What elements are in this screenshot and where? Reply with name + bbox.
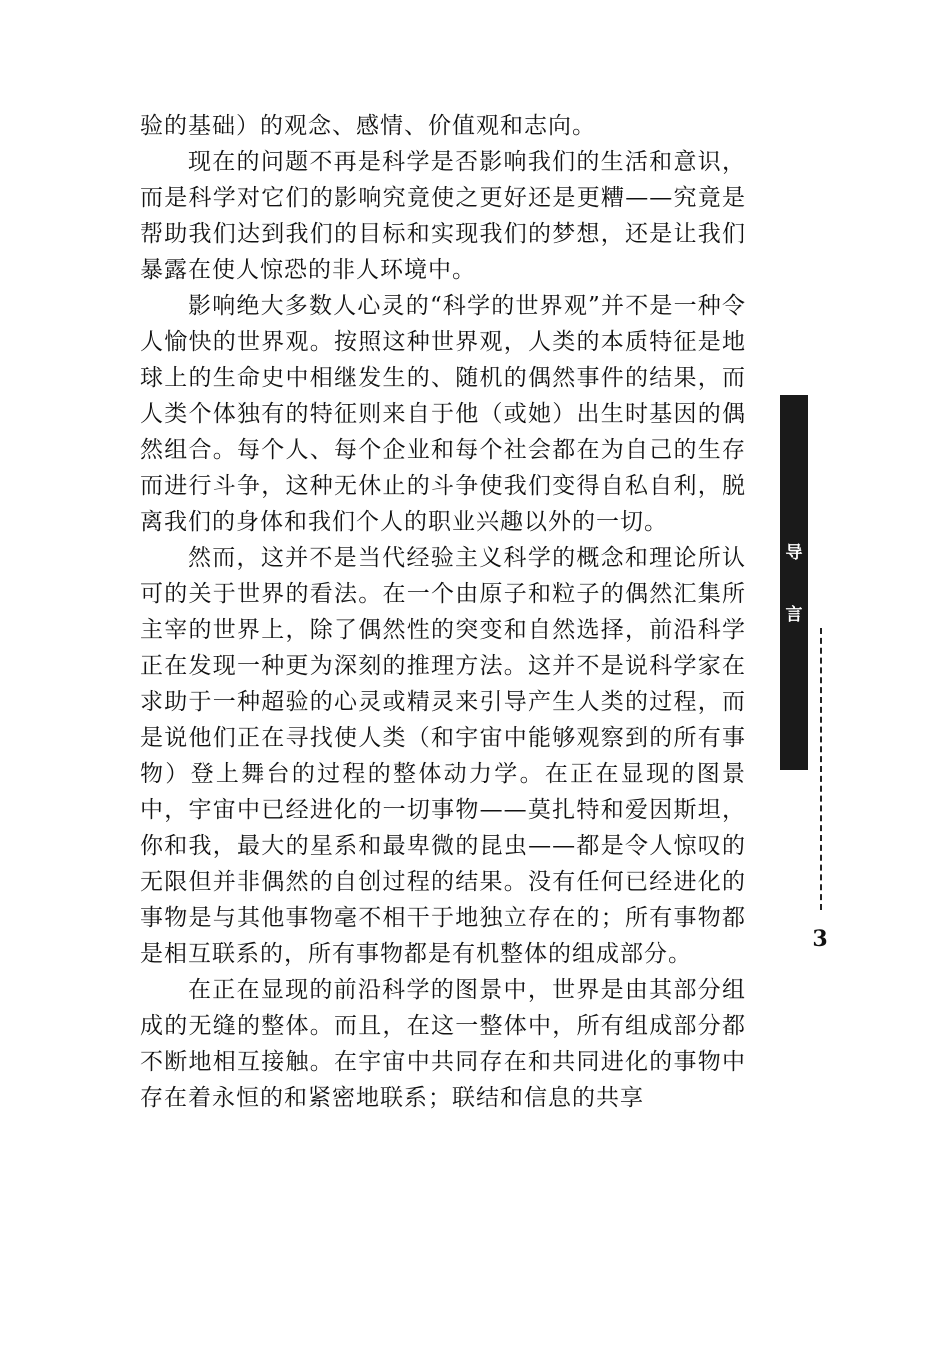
page-edge-line [820,628,822,910]
paragraph-continued: 验的基础）的观念、感情、价值观和志向。 [140,113,596,139]
page-number: 3 [812,926,828,952]
chapter-tab [780,395,808,770]
body-text [140,108,746,1116]
chapter-tab-char: 言 [785,605,803,625]
paragraph: 然而，这并不是当代经验主义科学的概念和理论所认可的关于世界的看法。在一个由原子和粒子的偶然汇集所主宰的世界上，除了偶然性的突变和自然选择，前沿科学正在发现一种更为深刻的推理方法。这并不是说科学家在求助于一种超验的心灵或精灵来引导产生人类的过程，而是说他们正在寻找使人类（和宇宙中能够观察到的所有事物）登上舞台的过程的整体动力学。在正在显现的图景中，宇宙中已经进化的一切事物——莫扎特和爱因斯坦，你和我，最大的星系和最卑微的昆虫——都是令人惊叹的无限但并非偶然的自创过程的结果。没有任何已经进化的事物是与其他事物毫不相干于地独立存在的；所有事物都是相互联系的，所有事物都是有机整体的组成部分。 [140,545,746,967]
paragraph: 影响绝大多数人心灵的“科学的世界观”并不是一种令人愉快的世界观。按照这种世界观，人类的本质特征是地球上的生命史中相继发生的、随机的偶然事件的结果，而人类个体独有的特征则来自于他（或她）出生时基因的偶然组合。每个人、每个企业和每个社会都在为自己的生存而进行斗争，这种无休止的斗争使我们变得自私自利，脱离我们的身体和我们个人的职业兴趣以外的一切。 [140,293,746,535]
paragraph: 在正在显现的前沿科学的图景中，世界是由其部分组成的无缝的整体。而且，在这一整体中，所有组成部分都不断地相互接触。在宇宙中共同存在和共同进化的事物中存在着永恒的和紧密地联系；联结和信息的共享 [140,977,746,1111]
chapter-tab-char: 导 [785,543,803,563]
paragraph: 现在的问题不再是科学是否影响我们的生活和意识，而是科学对它们的影响究竟使之更好还是更糟——究竟是帮助我们达到我们的目标和实现我们的梦想，还是让我们暴露在使人惊恐的非人环境中。 [140,149,746,283]
